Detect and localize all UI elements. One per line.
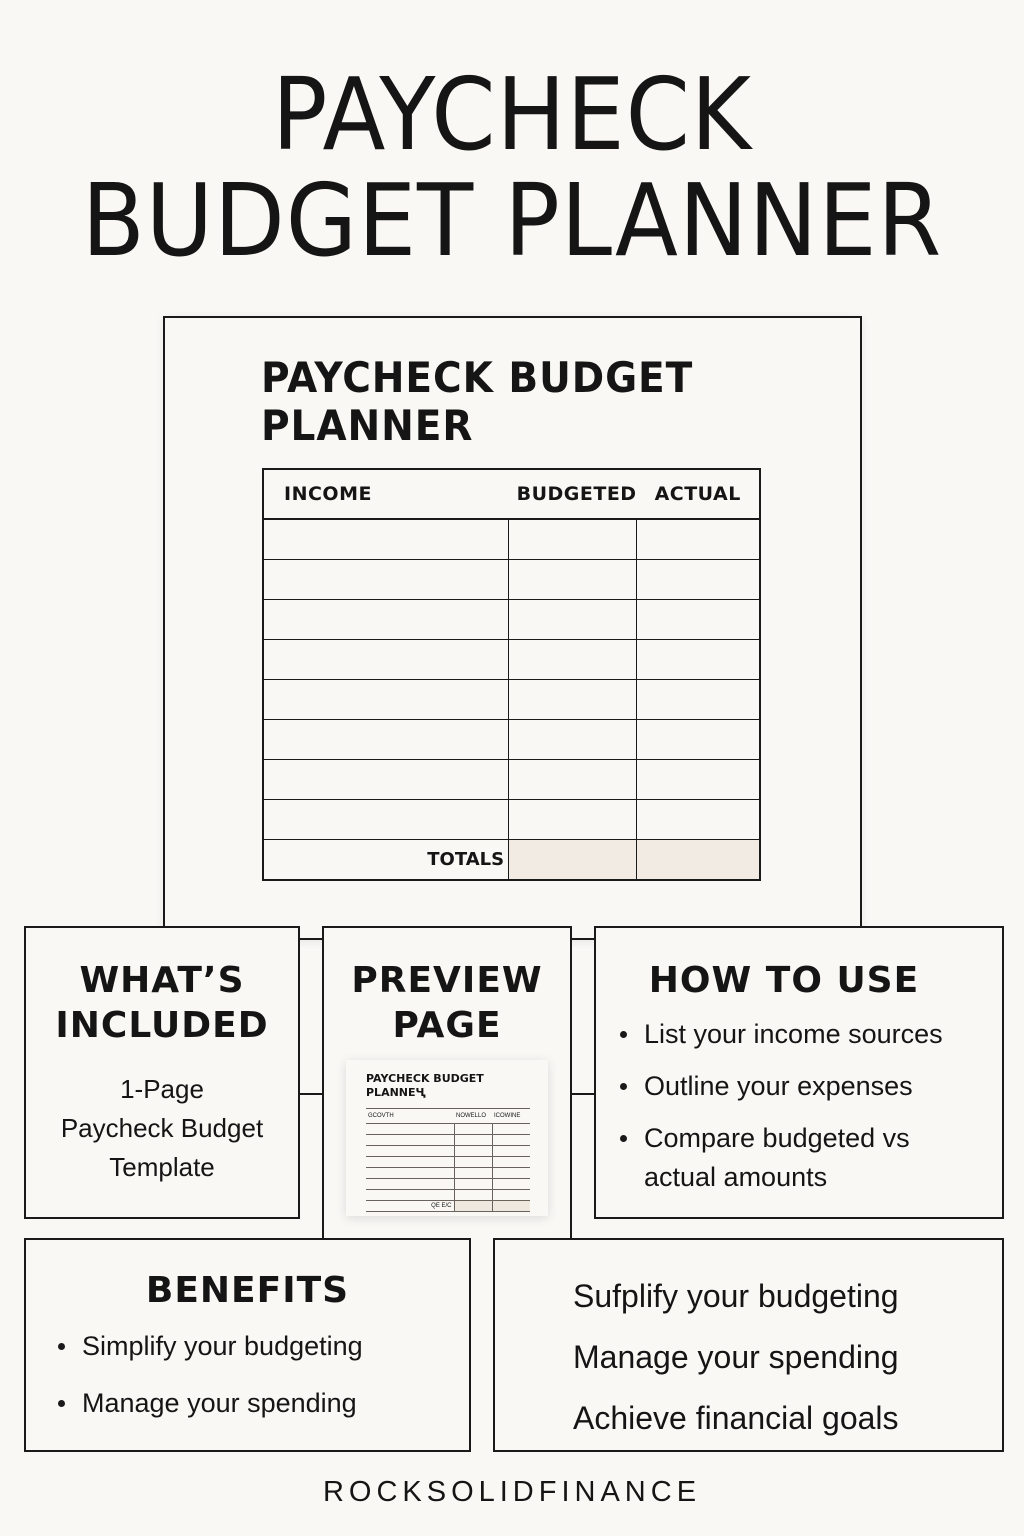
mini-title-line2: PLANNEҶ	[366, 1086, 425, 1099]
whats-included-heading	[26, 958, 298, 1048]
mini-planner-thumbnail[interactable]	[346, 1060, 548, 1216]
mini-table	[366, 1108, 530, 1212]
mini-col-3: ICOWINE	[492, 1109, 530, 1124]
income-cell[interactable]	[263, 640, 509, 680]
benefits-list	[34, 1327, 469, 1423]
included-line3: Template	[109, 1152, 215, 1182]
list-item: Manage your spending	[34, 1384, 469, 1423]
budgeted-cell[interactable]	[509, 800, 637, 840]
taglines-panel	[493, 1238, 1004, 1452]
income-cell[interactable]	[263, 800, 509, 840]
budgeted-cell[interactable]	[509, 640, 637, 680]
mini-row	[366, 1190, 530, 1201]
mini-title-line1: PAYCHECK BUDGET	[366, 1072, 484, 1085]
column-header-actual: ACTUAL	[637, 469, 760, 519]
list-item: Outline your expenses	[596, 1067, 1002, 1106]
table-row	[263, 680, 760, 720]
mini-row	[366, 1135, 530, 1146]
budgeted-cell[interactable]	[509, 760, 637, 800]
table-row	[263, 519, 760, 560]
taglines-list	[573, 1266, 1002, 1449]
totals-label: TOTALS	[263, 840, 509, 881]
table-row	[263, 800, 760, 840]
preview-page-heading	[324, 958, 570, 1048]
income-cell[interactable]	[263, 600, 509, 640]
actual-cell[interactable]	[637, 600, 760, 640]
income-cell[interactable]	[263, 519, 509, 560]
list-item: Simplify your budgeting	[34, 1327, 469, 1366]
mini-row	[366, 1179, 530, 1190]
how-to-use-heading: HOW TO USE	[648, 960, 920, 1001]
main-title-line2: BUDGET PLANNER	[81, 162, 943, 279]
main-title-line1: PAYCHECK	[271, 56, 753, 173]
budget-table	[262, 468, 761, 881]
actual-cell[interactable]	[637, 640, 760, 680]
whats-included-body	[26, 1070, 298, 1187]
how-to-use-panel	[594, 926, 1004, 1219]
sheet-title-line1: PAYCHECK BUDGET	[261, 353, 694, 402]
mini-col-1: GCOVTH	[366, 1109, 454, 1124]
benefits-panel	[24, 1238, 471, 1452]
income-cell[interactable]	[263, 560, 509, 600]
budgeted-cell[interactable]	[509, 560, 637, 600]
connector-line	[297, 1093, 322, 1095]
tagline-item: Manage your spending	[573, 1339, 899, 1375]
tagline-item: Achieve financial goals	[573, 1400, 899, 1436]
column-header-budgeted: BUDGETED	[509, 469, 637, 519]
actual-cell[interactable]	[637, 800, 760, 840]
actual-cell[interactable]	[637, 720, 760, 760]
preview-heading-line1: PREVIEW	[351, 960, 543, 1001]
mini-totals-label: QE E/C	[366, 1201, 454, 1212]
footer-brand: ROCKSOLIDFINANCE	[322, 1476, 702, 1508]
whats-included-heading-line2: INCLUDED	[55, 1005, 269, 1046]
actual-cell[interactable]	[637, 519, 760, 560]
sheet-title	[261, 354, 693, 450]
mini-col-2: NOWELLO	[454, 1109, 492, 1124]
preview-page-panel	[322, 926, 572, 1238]
included-line2: Paycheck Budget	[60, 1113, 264, 1143]
table-row	[263, 720, 760, 760]
actual-total-cell[interactable]	[637, 840, 760, 881]
benefits-heading: BENEFITS	[145, 1270, 350, 1311]
mini-row	[366, 1146, 530, 1157]
income-cell[interactable]	[263, 760, 509, 800]
table-row	[263, 760, 760, 800]
sheet-title-line2: PLANNER	[261, 401, 474, 450]
planner-sheet-preview	[163, 316, 862, 940]
budgeted-cell[interactable]	[509, 519, 637, 560]
whats-included-heading-line1: WHAT’S	[79, 960, 245, 1001]
income-cell[interactable]	[263, 720, 509, 760]
preview-heading-line2: PAGE	[392, 1005, 502, 1046]
mini-row	[366, 1157, 530, 1168]
list-item: List your income sources	[596, 1015, 1002, 1054]
mini-title	[366, 1072, 484, 1100]
totals-row	[263, 840, 760, 881]
included-line1: 1-Page	[120, 1074, 204, 1104]
how-to-use-list	[596, 1015, 1002, 1197]
income-cell[interactable]	[263, 680, 509, 720]
table-row	[263, 560, 760, 600]
budgeted-cell[interactable]	[509, 680, 637, 720]
mini-row	[366, 1124, 530, 1135]
actual-cell[interactable]	[637, 760, 760, 800]
table-row	[263, 600, 760, 640]
tagline-item: Sufplify your budgeting	[573, 1278, 899, 1314]
mini-row	[366, 1168, 530, 1179]
budgeted-cell[interactable]	[509, 720, 637, 760]
table-header-row	[263, 469, 760, 519]
connector-line	[570, 1093, 594, 1095]
actual-cell[interactable]	[637, 680, 760, 720]
column-header-income: INCOME	[263, 469, 509, 519]
whats-included-panel	[24, 926, 300, 1219]
actual-cell[interactable]	[637, 560, 760, 600]
budgeted-total-cell[interactable]	[509, 840, 637, 881]
main-title	[41, 56, 983, 279]
mini-totals-row	[366, 1201, 530, 1212]
budgeted-cell[interactable]	[509, 600, 637, 640]
table-row	[263, 640, 760, 680]
list-item: Compare budgeted vs actual amounts	[596, 1119, 1002, 1197]
